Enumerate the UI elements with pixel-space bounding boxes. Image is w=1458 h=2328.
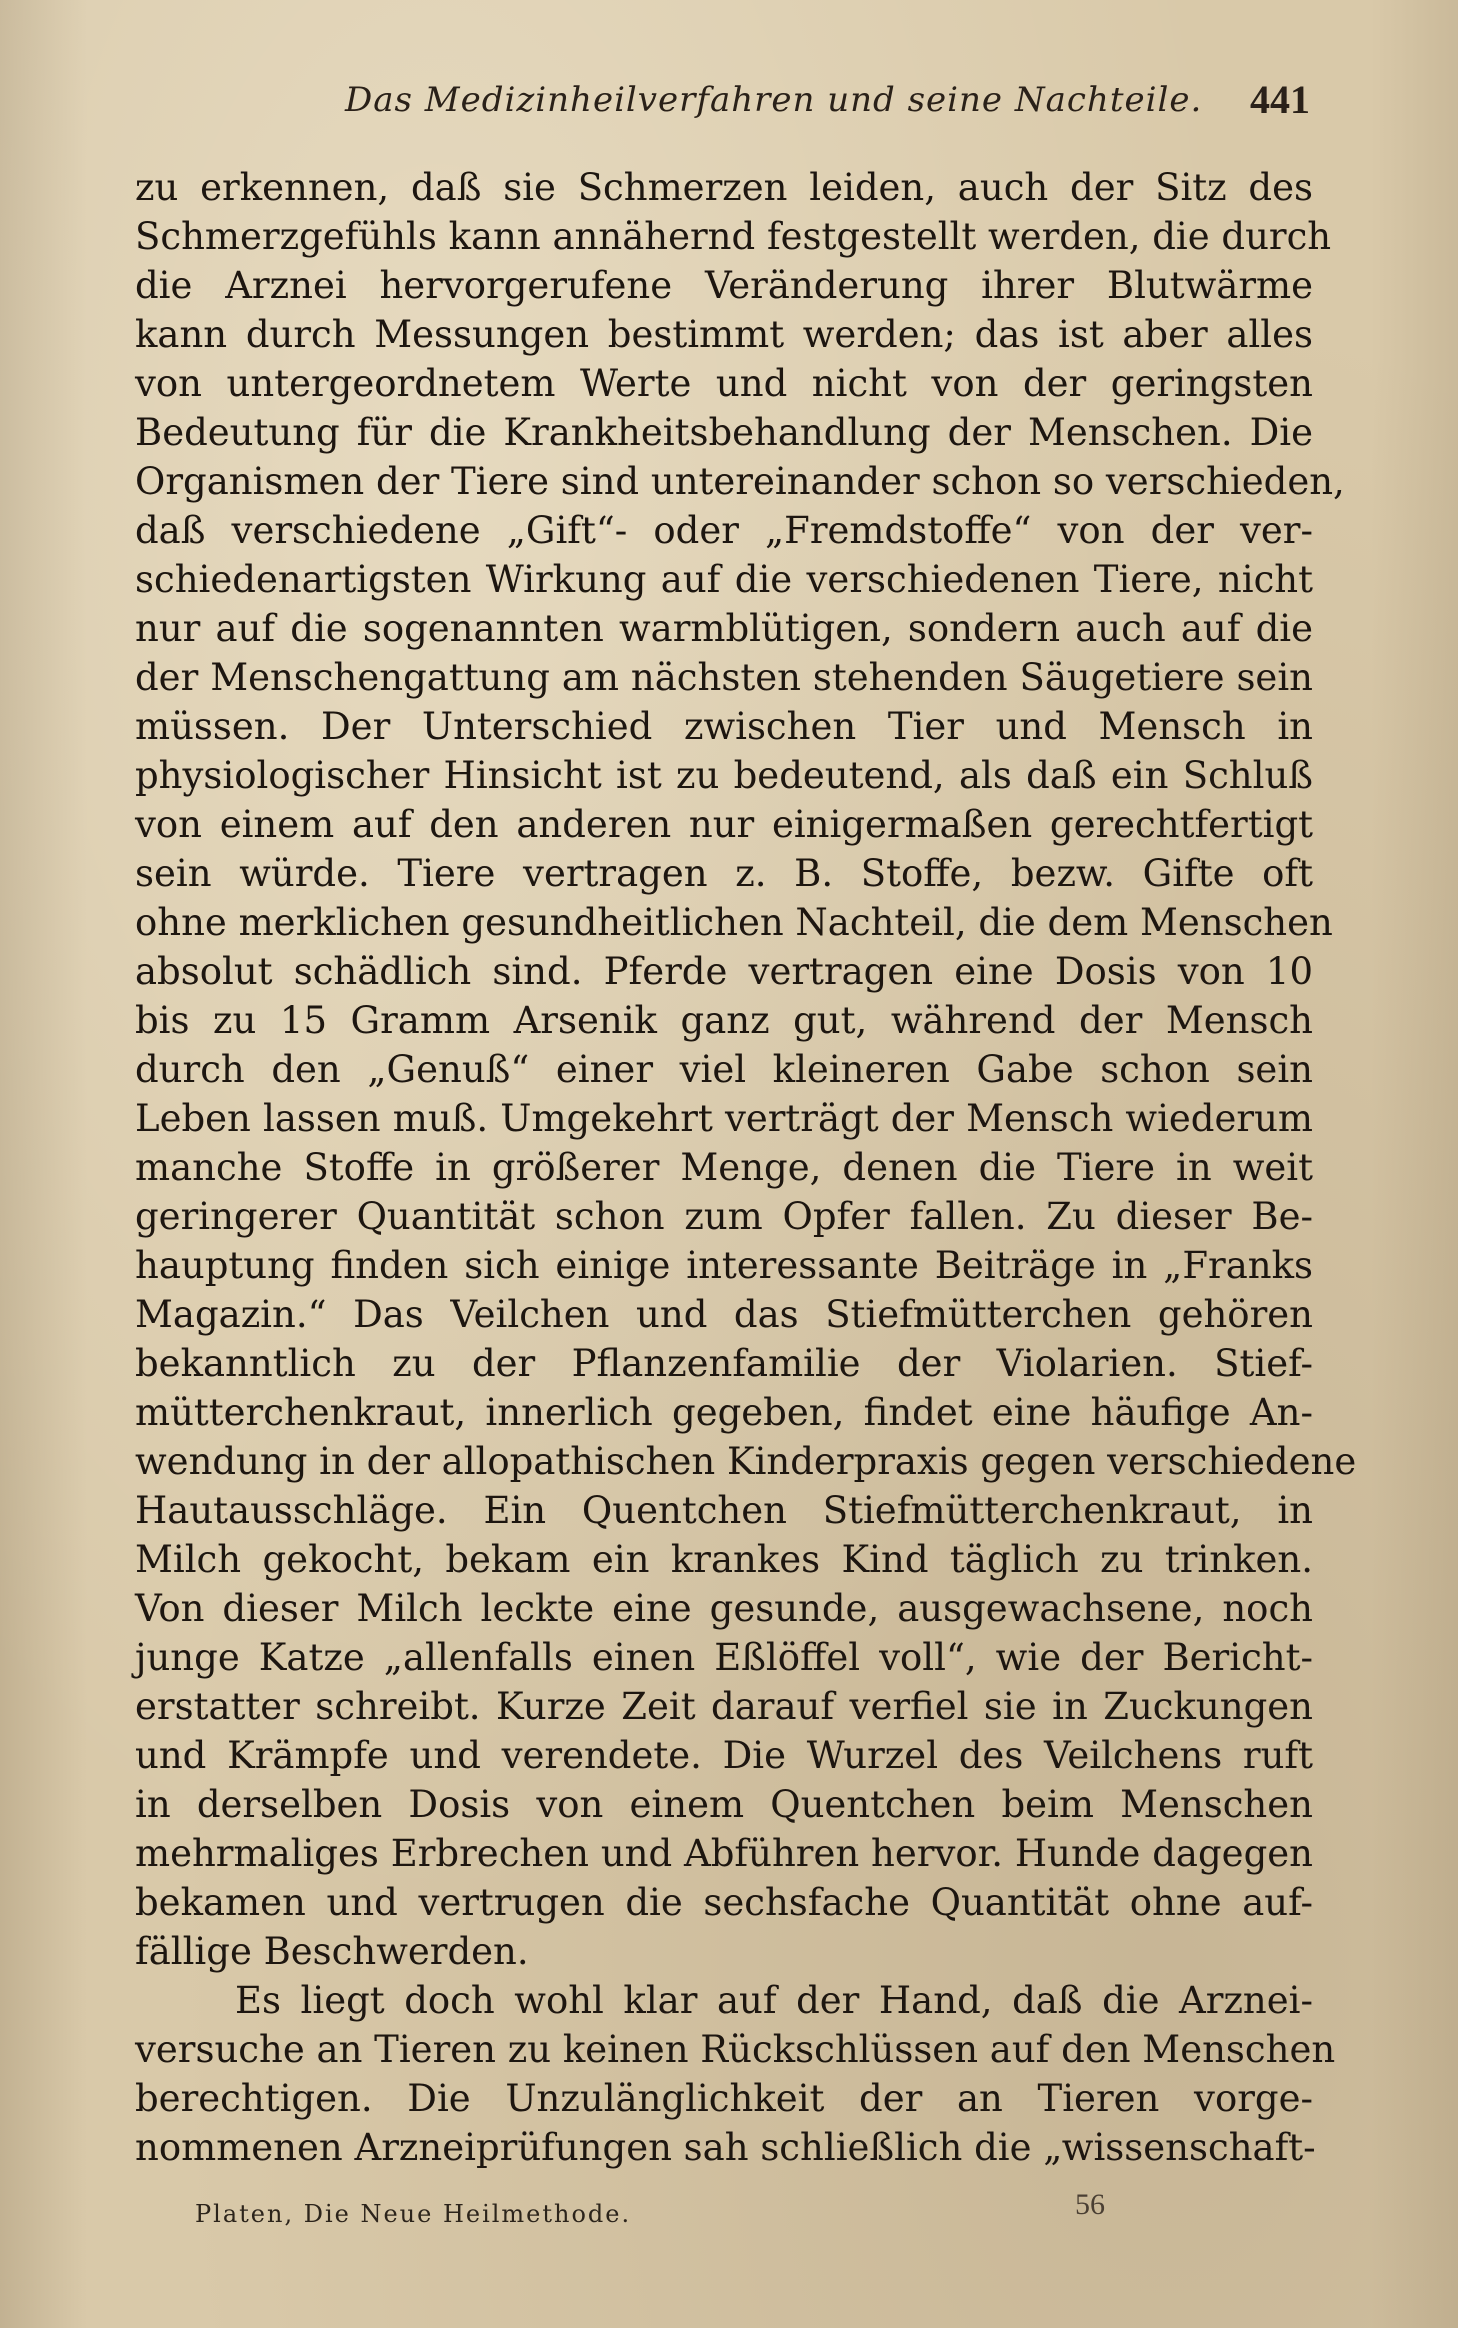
text-line: bekamen und vertrugen die sechsfache Quantität ohne auf- [135,1881,1313,1924]
running-head [150,70,1310,130]
text-line: in derselben Dosis von einem Quentchen beim Menschen [135,1783,1313,1826]
text-line: Magazin.“ Das Veilchen und das Stiefmütterchen gehören [135,1293,1313,1336]
text-line: Leben lassen muß. Umgekehrt verträgt der Mensch wiederum [135,1097,1313,1140]
text-line: hauptung finden sich einige interessante Beiträge in „Franks [135,1244,1313,1287]
text-line: von einem auf den anderen nur einigermaßen gerechtfertigt [135,803,1313,846]
text-line: die Arznei hervorgerufene Veränderung ihrer Blutwärme [135,264,1313,307]
text-line: sein würde. Tiere vertragen z. B. Stoffe, bezw. Gifte oft [135,852,1313,895]
text-line: berechtigen. Die Unzulänglichkeit der an Tieren vorge- [135,2077,1313,2120]
text-line: nur auf die sogenannten warmblütigen, sondern auch auf die [135,607,1313,650]
text-line: nommenen Arzneiprüfungen sah schließlich die „wissenschaft- [135,2126,1316,2169]
text-line: physiologischer Hinsicht ist zu bedeutend, als daß ein Schluß [135,754,1313,797]
text-line: erstatter schreibt. Kurze Zeit darauf verfiel sie in Zuckungen [135,1685,1313,1728]
text-line: Bedeutung für die Krankheitsbehandlung der Menschen. Die [135,411,1313,454]
text-line: geringerer Quantität schon zum Opfer fallen. Zu dieser Be- [135,1195,1313,1238]
text-line: von untergeordnetem Werte und nicht von der geringsten [135,362,1313,405]
text-line: daß verschiedene „Gift“- oder „Fremdstoffe“ von der ver- [135,509,1313,552]
text-line: und Krämpfe und verendete. Die Wurzel des Veilchens ruft [135,1734,1313,1777]
text-line: Schmerzgefühls kann annähernd festgestellt werden, die durch [135,215,1332,258]
text-line: müssen. Der Unterschied zwischen Tier und Mensch in [135,705,1313,748]
body-text [135,163,1357,2172]
text-line: Hautausschläge. Ein Quentchen Stiefmütterchenkraut, in [135,1489,1313,1532]
text-line: mehrmaliges Erbrechen und Abführen hervor. Hunde dagegen [135,1832,1313,1875]
text-line: zu erkennen, daß sie Schmerzen leiden, auch der Sitz des [135,166,1313,209]
text-line: wendung in der allopathischen Kinderpraxis gegen verschiedene [135,1440,1357,1483]
text-line: fällige Beschwerden. [135,1930,529,1973]
text-line: Organismen der Tiere sind untereinander schon so verschieden, [135,460,1345,503]
text-line: versuche an Tieren zu keinen Rückschlüssen auf den Menschen [135,2028,1336,2071]
printer-signature: Platen, Die Neue Heilmethode. [195,2200,632,2228]
text-line: durch den „Genuß“ einer viel kleineren Gabe schon sein [135,1048,1313,1091]
text-line: manche Stoffe in größerer Menge, denen die Tiere in weit [135,1146,1313,1189]
text-line: schiedenartigsten Wirkung auf die verschiedenen Tiere, nicht [135,558,1313,601]
text-line: absolut schädlich sind. Pferde vertragen eine Dosis von 10 [135,950,1313,993]
text-line: Es liegt doch wohl klar auf der Hand, daß die Arznei- [235,1979,1313,2022]
text-line: mütterchenkraut, innerlich gegeben, findet eine häufige An- [135,1391,1313,1434]
text-line: Von dieser Milch leckte eine gesunde, ausgewachsene, noch [135,1587,1313,1630]
text-line: junge Katze „allenfalls einen Eßlöffel voll“, wie der Bericht- [135,1636,1313,1679]
text-line: bis zu 15 Gramm Arsenik ganz gut, während der Mensch [135,999,1313,1042]
text-line: bekanntlich zu der Pflanzenfamilie der Violarien. Stief- [135,1342,1313,1385]
text-line: der Menschengattung am nächsten stehenden Säugetiere sein [135,656,1313,699]
text-line: ohne merklichen gesundheitlichen Nachteil, die dem Menschen [135,901,1333,944]
page-footer [195,2188,1255,2238]
text-line: kann durch Messungen bestimmt werden; das ist aber alles [135,313,1313,356]
sheet-number: 56 [1075,2188,1105,2221]
text-line: Milch gekocht, bekam ein krankes Kind täglich zu trinken. [135,1538,1313,1581]
page-number: 441 [1250,77,1310,122]
running-head-title: Das Medizinheilverfahren und seine Nachteile. [345,80,1203,120]
